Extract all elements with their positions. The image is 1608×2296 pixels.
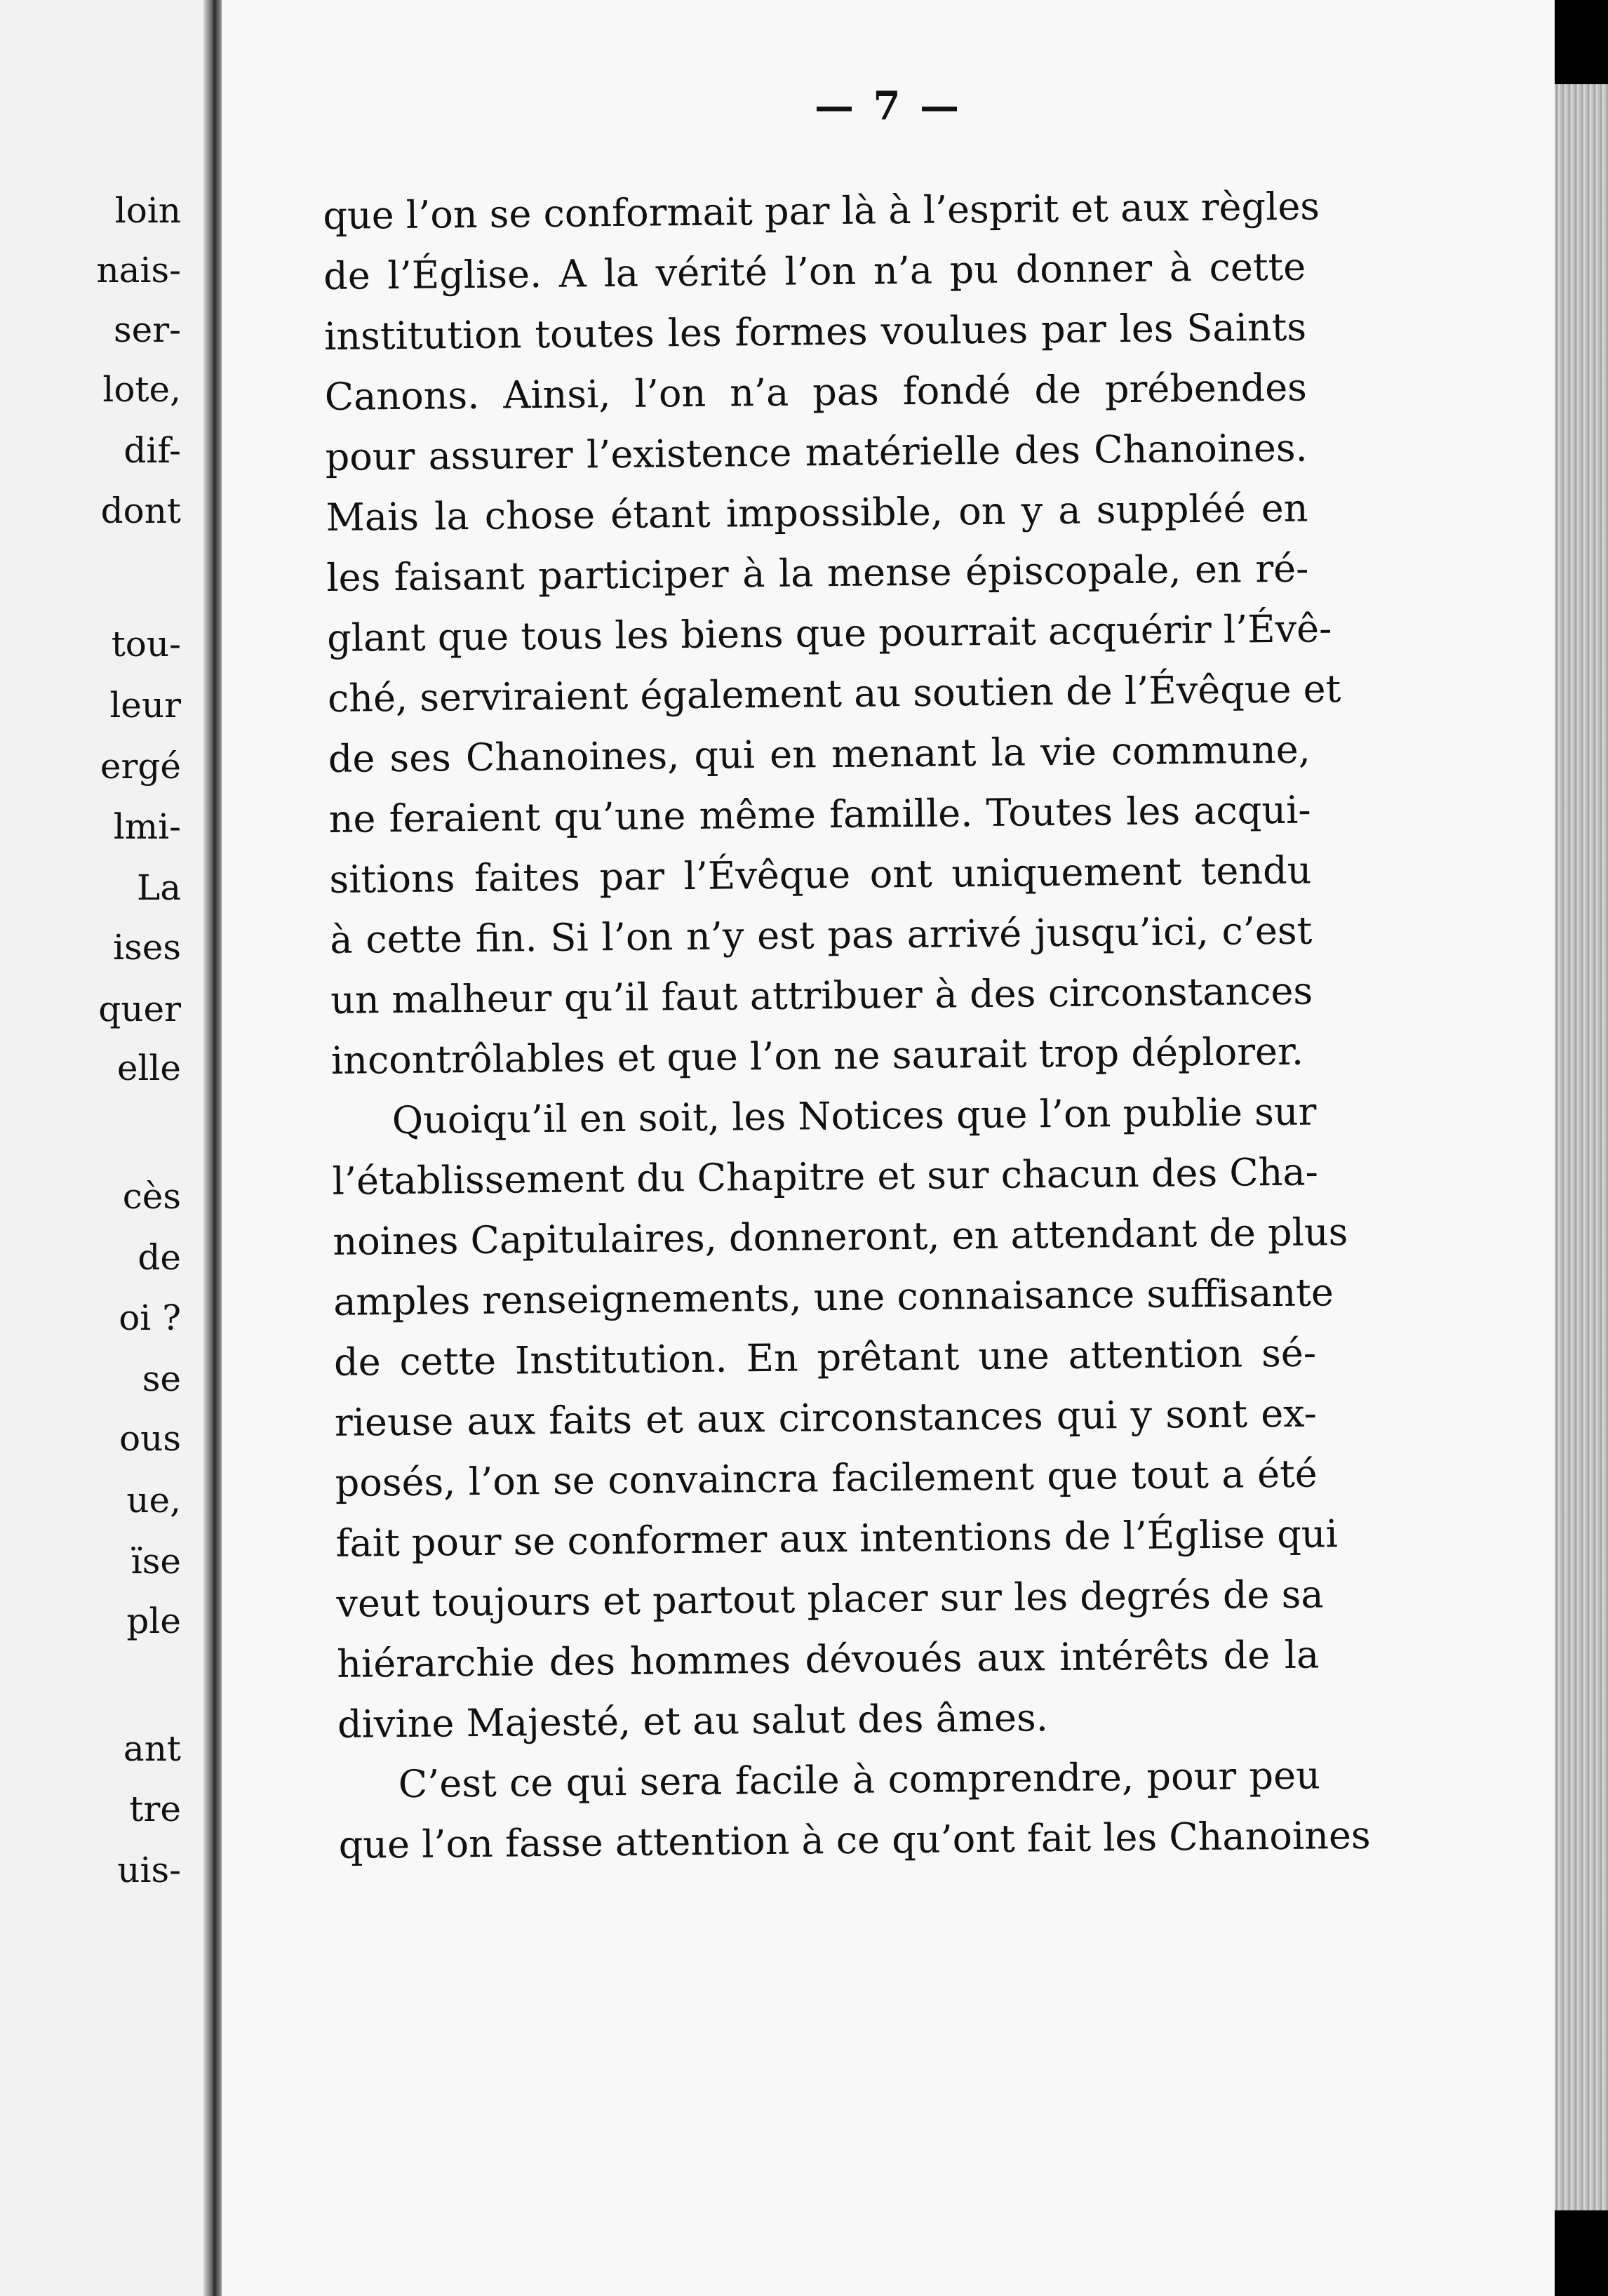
paragraph-start-line: C’est ce qui sera facile à comprendre, pour peu bbox=[398, 1753, 1321, 1807]
text-line: rieuse aux faits et aux circonstances qui y sont ex- bbox=[334, 1391, 1318, 1445]
text-line: Canons. Ainsi, l’on n’a pas fondé de prébendes bbox=[324, 365, 1308, 419]
text-line: que l’on fasse attention à ce qu’ont fait les Chanoines bbox=[338, 1813, 1371, 1867]
left-page-fragment: dont bbox=[100, 490, 181, 531]
left-page-fragment: quer bbox=[98, 989, 181, 1029]
text-line: de l’Église. A la vérité l’on n’a pu donner à cette bbox=[323, 244, 1306, 298]
text-line: fait pour se conformer aux intentions de l’Église qui bbox=[335, 1511, 1339, 1566]
body-text bbox=[323, 177, 1371, 1876]
left-page-fragment: lote, bbox=[102, 369, 181, 410]
text-line: l’établissement du Chapitre et sur chacun des Cha- bbox=[332, 1149, 1319, 1203]
left-page-fragment: leur bbox=[109, 685, 181, 726]
text-line: incontrôlables et que l’on ne saurait trop déplorer. bbox=[330, 1029, 1304, 1083]
left-page-fragment: oi ? bbox=[119, 1297, 181, 1338]
left-page-fragment: ous bbox=[119, 1418, 181, 1459]
left-page-fragment: se bbox=[142, 1359, 181, 1399]
text-line: amples renseignements, une connaisance suffisante bbox=[333, 1270, 1334, 1324]
left-page-fragment: elle bbox=[116, 1048, 181, 1088]
text-line: à cette fin. Si l’on n’y est pas arrivé jusqu’ici, c’est bbox=[330, 908, 1313, 962]
book-gutter bbox=[203, 0, 222, 2296]
left-page-fragment: ïse bbox=[130, 1541, 181, 1582]
text-line: Mais la chose étant impossible, on y a suppléé en bbox=[326, 486, 1308, 540]
text-line: de ses Chanoines, qui en menant la vie commune, bbox=[328, 727, 1311, 781]
left-page-fragment: ergé bbox=[100, 746, 181, 787]
text-line: divine Majesté, et au salut des âmes. bbox=[337, 1695, 1049, 1747]
text-line: sitions faites par l’Évêque ont uniquement tendu bbox=[329, 848, 1312, 902]
left-page bbox=[0, 0, 203, 2296]
text-line: veut toujours et partout placer sur les degrés de sa bbox=[336, 1572, 1324, 1626]
left-page-fragment: ple bbox=[126, 1601, 181, 1641]
left-page-fragment: ue, bbox=[126, 1480, 181, 1521]
text-line: institution toutes les formes voulues par les Saints bbox=[323, 305, 1307, 359]
text-line: de cette Institution. En prêtant une attention sé- bbox=[333, 1330, 1317, 1384]
text-line: que l’on se conformait par là à l’esprit et aux règles bbox=[323, 184, 1320, 238]
paragraph-start-line: Quoiqu’il en soit, les Notices que l’on publie sur bbox=[391, 1089, 1317, 1143]
text-line: noines Capitulaires, donneront, en attendant de plus bbox=[333, 1210, 1348, 1264]
page-number: — 7 — bbox=[815, 83, 962, 129]
page-edges bbox=[1555, 84, 1608, 2210]
text-line: posés, l’on se convaincra facilement que tout a été bbox=[335, 1451, 1318, 1505]
text-line: glant que tous les biens que pourrait acquérir l’Évê- bbox=[326, 606, 1332, 660]
left-page-fragment: nais- bbox=[96, 250, 181, 291]
right-page bbox=[222, 0, 1555, 2296]
left-page-fragment: tre bbox=[129, 1789, 181, 1829]
text-line: les faisant participer à la mense épiscopale, en ré- bbox=[326, 546, 1309, 600]
text-line: ne feraient qu’une même famille. Toutes les acqui- bbox=[328, 787, 1311, 841]
text-line: un malheur qu’il faut attribuer à des circonstances bbox=[330, 968, 1313, 1022]
left-page-fragment: cès bbox=[122, 1176, 181, 1217]
left-page-fragment: dif- bbox=[123, 430, 181, 471]
left-page-fragment: ant bbox=[123, 1728, 181, 1769]
text-line: hiérarchie des hommes dévoués aux intérêts de la bbox=[336, 1632, 1320, 1686]
left-page-fragment: loin bbox=[114, 190, 181, 231]
left-page-fragment: tou- bbox=[111, 624, 181, 665]
left-page-fragment: lmi- bbox=[113, 806, 181, 847]
left-page-fragment: de bbox=[138, 1237, 181, 1278]
left-page-fragment: ises bbox=[113, 927, 181, 968]
text-line: ché, serviraient également au soutien de l’Évêque et bbox=[327, 667, 1341, 721]
text-line: pour assurer l’existence matérielle des Chanoines. bbox=[325, 425, 1308, 479]
left-page-fragment: ser- bbox=[113, 309, 181, 350]
left-page-fragment: La bbox=[136, 867, 181, 908]
left-page-fragment: uis- bbox=[117, 1850, 181, 1890]
